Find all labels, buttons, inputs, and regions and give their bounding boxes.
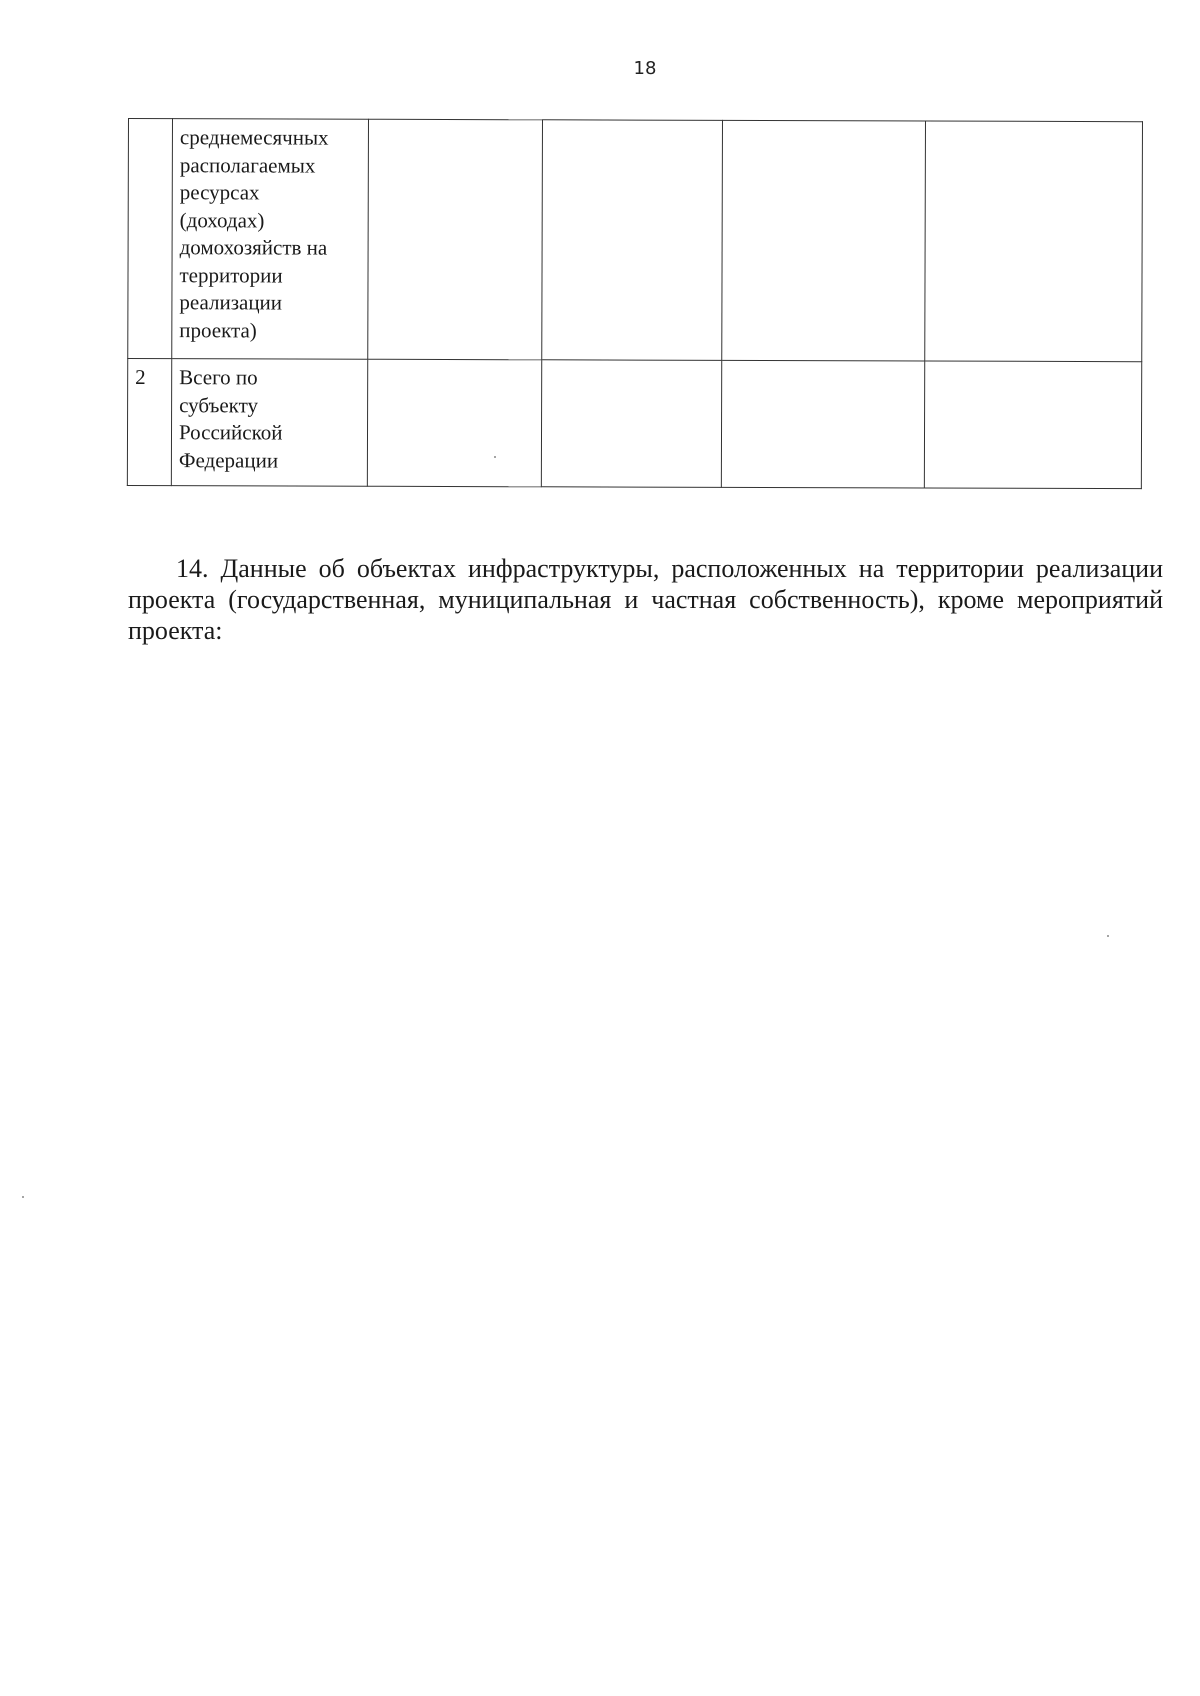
value-cell [924,361,1141,489]
data-table [127,118,1143,489]
row-number-cell [128,119,173,359]
table-row [128,119,1143,362]
value-cell [541,360,721,488]
section-paragraph: 14. Данные об объектах инфраструктуры, расположенных на территории реализации проекта (государственная, муниципальная и частная собственность), кроме мероприятий проекта: [128,554,1163,645]
value-cell [925,121,1143,362]
value-cell [542,120,723,361]
row-label-cell: среднемесячных располагаемых ресурсах (доходах) домохозяйств на территории реализации проекта) [172,119,369,360]
page-number: 18 [633,58,657,79]
row-label-cell: Всего по субъекту Российской Федерации [171,359,367,487]
table-row [127,359,1141,489]
scan-speck [1107,935,1109,937]
value-cell [722,120,926,361]
value-cell [367,359,541,487]
scan-speck [22,1196,24,1198]
value-cell [368,119,543,360]
value-cell [721,360,924,488]
scan-speck [494,456,496,458]
row-number-cell: 2 [127,359,171,486]
